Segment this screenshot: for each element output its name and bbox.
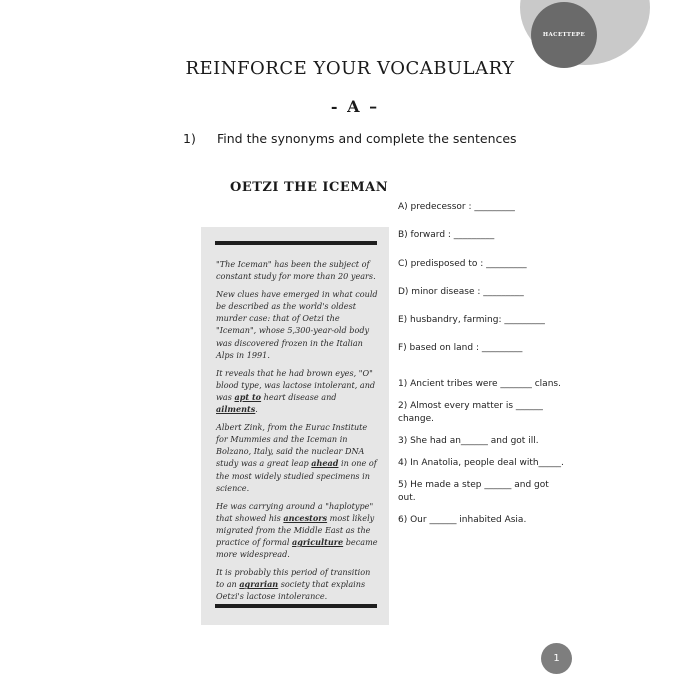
instruction xyxy=(183,131,517,146)
article-box xyxy=(201,227,389,625)
sentence-item: 5) He made a step ______ and got out. xyxy=(398,480,549,503)
vocabulary-word: apt to xyxy=(234,391,262,402)
article-paragraph xyxy=(216,500,380,560)
definition-item: C) predisposed to : _________ xyxy=(398,258,527,269)
definition-item: D) minor disease : _________ xyxy=(398,286,524,297)
paragraph-text: It is probably this period of transition to an xyxy=(216,567,371,590)
article-paragraph xyxy=(216,288,380,361)
article-paragraph xyxy=(216,421,380,494)
paragraph-text: Albert Zink, from the Eurac Institute for Mummies and the Iceman in Bolzano, Italy, said the nuclear DNA study was a great leap xyxy=(216,422,368,469)
vocabulary-word: ailments xyxy=(216,404,256,415)
article-body xyxy=(216,258,380,608)
article-paragraph xyxy=(216,258,380,282)
article-paragraph xyxy=(216,367,380,415)
paragraph-text: heart disease and xyxy=(261,391,337,402)
paragraph-text: New clues have emerged in what could be described as the world's oldest murder case: that of Oetzi the "Iceman", whose 5,300-year-old body was discovered frozen in the Italian Alps in 1991. xyxy=(216,289,378,360)
sentence-item: 3) She had an______ and got ill. xyxy=(398,435,539,446)
vocabulary-word: agrarian xyxy=(239,579,279,590)
vocabulary-word: ahead xyxy=(311,458,339,469)
paragraph-text: It reveals that he had brown eyes, "O" blood type, was lactose intolerant, and was xyxy=(216,367,376,402)
paragraph-text: most likely migrated from the Middle East as the practice of formal xyxy=(216,512,375,547)
sentence-item: 2) Almost every matter is ______ change. xyxy=(398,401,543,424)
vocabulary-word: agriculture xyxy=(292,536,344,547)
article-top-bar xyxy=(215,241,377,245)
paragraph-text: He was carrying around a "haplotype" that showed his xyxy=(216,500,374,523)
definition-item: F) based on land : _________ xyxy=(398,343,523,354)
instruction-text: Find the synonyms and complete the sentences xyxy=(216,131,517,146)
sentence-item: 6) Our ______ inhabited Asia. xyxy=(398,514,527,525)
sentence-item: 4) In Anatolia, people deal with_____. xyxy=(398,458,564,469)
article-title: OETZI THE ICEMAN xyxy=(230,180,389,195)
paragraph-text: in one of the most widely studied specimens in science. xyxy=(216,458,377,493)
paragraph-text: "The Iceman" has been the subject of constant study for more than 20 years. xyxy=(216,259,376,282)
page-number-badge xyxy=(541,643,572,674)
article-paragraph xyxy=(216,566,380,602)
definitions-list xyxy=(398,202,545,372)
sentence-item: 1) Ancient tribes were _______ clans. xyxy=(398,379,561,389)
vocabulary-word: ancestors xyxy=(283,512,328,523)
sentences-list xyxy=(398,378,568,536)
article-bottom-bar xyxy=(215,604,377,608)
paragraph-text: became more widespread. xyxy=(216,536,378,560)
definition-item: E) husbandry, farming: _________ xyxy=(398,315,545,326)
page-title: REINFORCE YOUR VOCABULARY xyxy=(185,58,515,79)
section-label: - A – xyxy=(330,97,380,116)
paragraph-text: . xyxy=(255,404,258,415)
instruction-number: 1) xyxy=(183,131,196,146)
definition-item: B) forward : _________ xyxy=(398,230,495,241)
definition-item: A) predecessor : _________ xyxy=(398,202,515,212)
page-number: 1 xyxy=(553,653,560,664)
badge-label: HACETTEPE xyxy=(542,32,586,38)
paragraph-text: society that explains Oetzi's lactose intolerance. xyxy=(216,579,366,602)
